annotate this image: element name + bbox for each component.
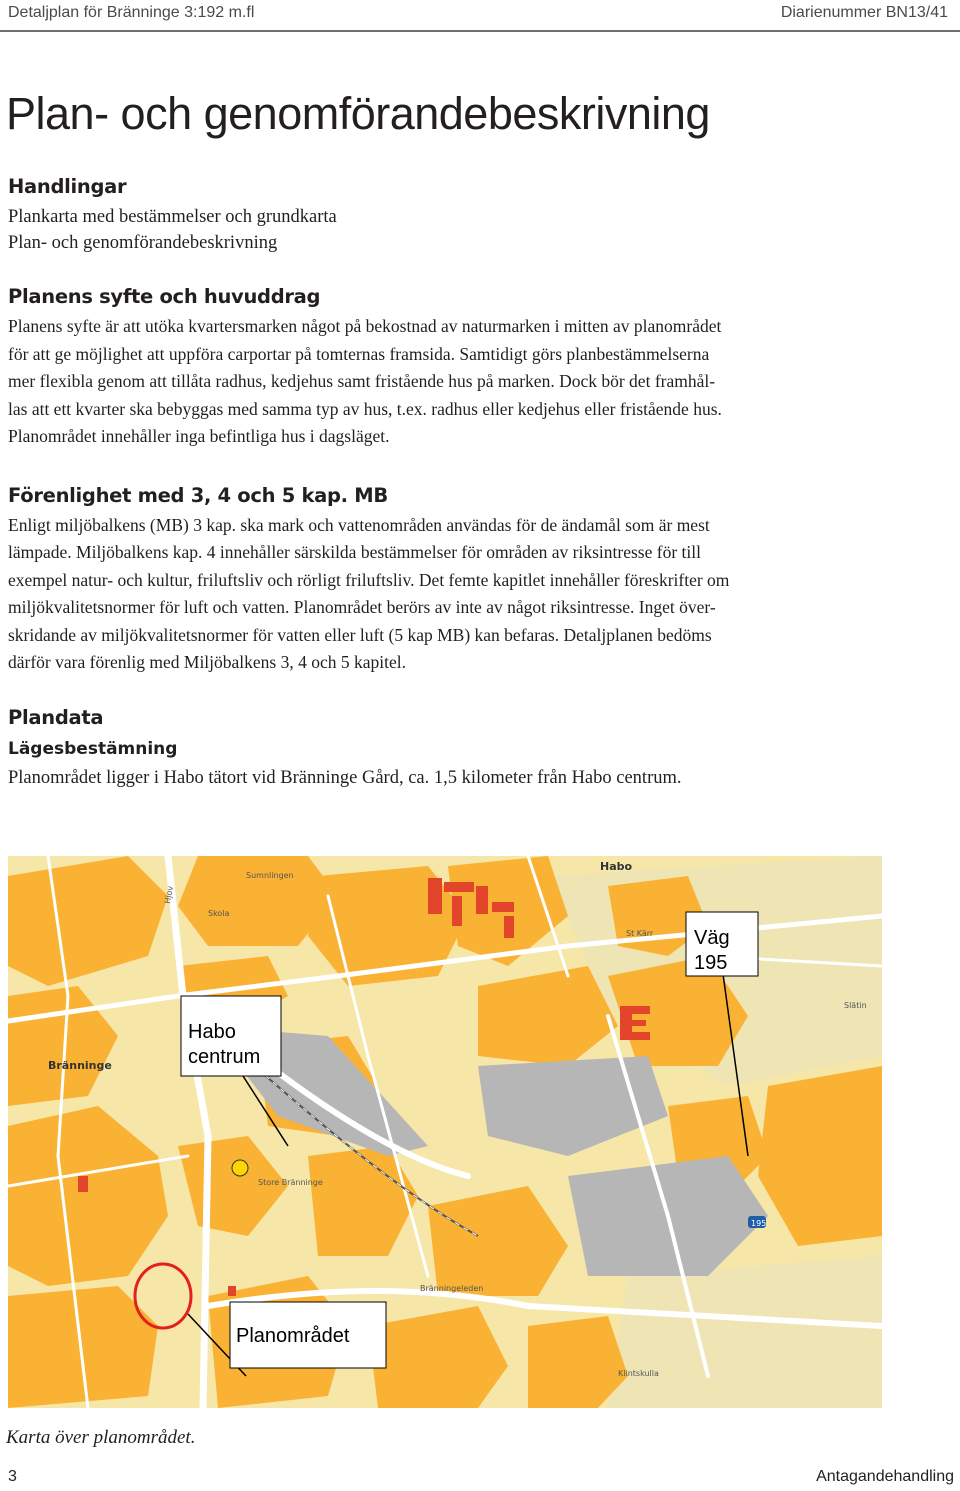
- map-caption: Karta över planområdet.: [6, 1427, 196, 1448]
- document-header-diarienummer: Diarienummer BN13/41: [780, 4, 948, 21]
- map-label-habo: Habo: [600, 860, 633, 873]
- forenlighet-text-line: miljökvalitetsnormer för luft och vatten. Planområdet berörs av inte av något riksintresse. Inget över-: [8, 597, 716, 617]
- syfte-text-line: Planens syfte är att utöka kvartersmarken något på bekostnad av naturmarken i mitten av planområdet: [8, 316, 722, 336]
- map-label-place: Slätin: [844, 1001, 867, 1010]
- map-label-street: Bränningeleden: [420, 1284, 484, 1293]
- syfte-text-line: las att ett kvarter ska bebyggas med samma typ av hus, t.ex. radhus eller kedjehus eller fristående hus.: [8, 399, 722, 419]
- syfte-text-line: för att ge möjlighet att uppföra carportar på tomternas framsida. Samtidigt görs planbestämmelserna: [8, 344, 710, 364]
- callout-plan-label: Planområdet: [236, 1325, 350, 1347]
- callout-habo-line1: Habo: [188, 1021, 236, 1043]
- forenlighet-text-line: exempel natur- och kultur, friluftsliv och rörligt friluftsliv. Det femte kapitlet innehåller föreskrifter om: [8, 570, 730, 590]
- map-open-area: [608, 1256, 882, 1408]
- map-label-branninge: Bränninge: [48, 1059, 112, 1072]
- handlingar-item: Plan- och genomförandebeskrivning: [8, 233, 278, 253]
- callout-habo-line2: centrum: [188, 1046, 261, 1068]
- page-number: 3: [8, 1468, 17, 1485]
- location-marker-icon: [232, 1160, 248, 1176]
- heading-forenlighet: Förenlighet med 3, 4 och 5 kap. MB: [8, 484, 388, 507]
- heading-handlingar: Handlingar: [8, 175, 127, 198]
- heading-lagesbestamning: Lägesbestämning: [8, 739, 178, 759]
- map-label-place: St Kärr: [626, 929, 654, 938]
- forenlighet-text-line: skridande av miljökvalitetsnormer för vatten eller luft (5 kap MB) kan befaras. Detaljplanen bedöms: [8, 625, 712, 645]
- syfte-text-line: Planområdet innehåller inga befintliga hus i dagsläget.: [8, 426, 390, 446]
- header-divider: [0, 30, 960, 32]
- heading-plandata: Plandata: [8, 706, 104, 729]
- callout-vag-line1: Väg: [694, 927, 730, 949]
- syfte-text-line: mer flexibla genom att tillåta radhus, kedjehus samt fristående hus på marken. Dock bör det framhål-: [8, 371, 716, 391]
- map-label-street: Hjov: [163, 885, 176, 905]
- map-label-place: Klintskulla: [618, 1369, 659, 1378]
- road-number-label: 195: [751, 1219, 767, 1228]
- forenlighet-text-line: lämpade. Miljöbalkens kap. 4 innehåller särskilda bestämmelser för områden av riksintresse för till: [8, 542, 701, 562]
- location-map: [8, 856, 882, 1408]
- document-status: Antagandehandling: [816, 1468, 954, 1485]
- document-header-title: Detaljplan för Bränninge 3:192 m.fl: [8, 4, 255, 21]
- callout-vag-line2: 195: [694, 952, 728, 974]
- handlingar-item: Plankarta med bestämmelser och grundkarta: [8, 207, 337, 227]
- forenlighet-text-line: Enligt miljöbalkens (MB) 3 kap. ska mark och vattenområden användas för de ändamål som är mest: [8, 515, 710, 535]
- forenlighet-text-line: därför vara förenlig med Miljöbalkens 3, 4 och 5 kapitel.: [8, 652, 407, 672]
- heading-syfte: Planens syfte och huvuddrag: [8, 285, 321, 308]
- plandata-text: Planområdet ligger i Habo tätort vid Bränninge Gård, ca. 1,5 kilometer från Habo centrum.: [8, 768, 682, 788]
- map-label-street: Sumnlingen: [246, 871, 294, 880]
- map-label-skola: Skola: [208, 909, 230, 918]
- map-label-place: Store Bränninge: [258, 1178, 323, 1187]
- page-title: Plan- och genomförandebeskrivning: [6, 88, 710, 139]
